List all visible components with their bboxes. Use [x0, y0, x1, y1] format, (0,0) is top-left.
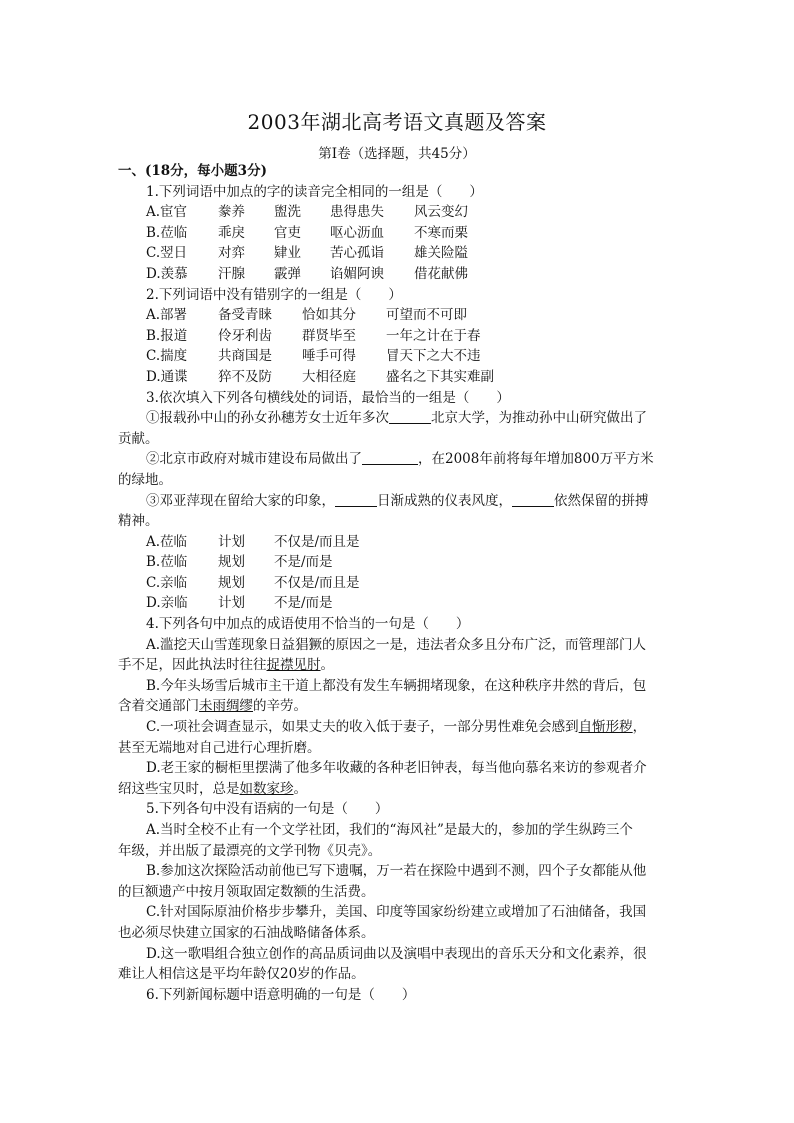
option-text: 手不足，因此执法时往往 [118, 657, 267, 674]
sentence-text: ③邓亚萍现在留给大家的印象， [146, 492, 335, 509]
option-cell: 患得患失 [330, 204, 384, 221]
fill-blank [512, 492, 554, 507]
option-cell: D.通谍 [146, 368, 188, 385]
option-cell: 豢养 [218, 204, 245, 221]
q4-option-b-line1: B.今年头场雪后城市主干道上都没有发生车辆拥堵现象，在这种秩序井然的背后，包 [146, 677, 647, 694]
option-cell: 大相径庭 [302, 368, 356, 385]
option-cell: 对弈 [218, 245, 245, 262]
q3-option-d [118, 593, 678, 614]
option-cell: 猝不及防 [218, 368, 272, 385]
q4-option-a-line2 [118, 655, 678, 676]
option-cell: 共商国是 [218, 348, 272, 365]
question-1-stem: 1.下列词语中加点的字的读音完全相同的一组是（ ） [146, 183, 483, 200]
option-cell: D.羡慕 [146, 265, 188, 282]
section-heading: 一、(18分，每小题3分) [118, 163, 267, 179]
option-cell: 备受青睐 [218, 307, 272, 324]
q3-sentence-2-cont: 的绿地。 [118, 471, 172, 488]
fill-blank [389, 409, 431, 424]
sentence-text: 北京大学，为推动孙中山研究做出了 [431, 410, 647, 427]
option-cell: 盥洗 [274, 204, 301, 221]
option-cell: C.亲临 [146, 574, 188, 591]
q5-option-d-line2: 难让人相信这是平均年龄仅20岁的作品。 [118, 966, 365, 983]
option-text: 。 [293, 780, 307, 797]
option-cell: 官吏 [274, 224, 301, 241]
underlined-idiom: 如数家珍 [239, 780, 294, 797]
option-cell: 不是/而是 [274, 554, 333, 571]
q3-sentence-3 [118, 491, 678, 512]
option-cell: 不仅是/而且是 [274, 574, 360, 591]
part-heading: 第Ⅰ卷（选择题，共45分） [318, 146, 476, 162]
underlined-idiom: 捉襟见肘 [266, 657, 321, 674]
question-3-stem: 3.依次填入下列各句横线处的词语，最恰当的一组是（ ） [146, 389, 510, 406]
option-cell: 恰如其分 [302, 307, 356, 324]
fill-blank [335, 492, 377, 507]
q4-option-c-line1 [118, 717, 678, 738]
underlined-idiom: 自惭形秽 [578, 719, 633, 736]
fill-blank [362, 450, 418, 465]
option-cell: 不仅是/而且是 [274, 533, 360, 550]
q1-option-d [118, 264, 678, 285]
question-5-stem: 5.下列各句中没有语病的一句是（ ） [146, 801, 389, 818]
option-cell: 规划 [218, 554, 245, 571]
question-6-stem: 6.下列新闻标题中语意明确的一句是（ ） [146, 986, 416, 1003]
q2-option-a [118, 305, 678, 326]
option-cell: 群贤毕至 [302, 327, 356, 344]
option-cell: C.揣度 [146, 348, 188, 365]
option-text: 的辛劳。 [253, 698, 307, 715]
option-cell: B.莅临 [146, 224, 188, 241]
q4-option-b-line2 [118, 696, 678, 717]
q3-sentence-3-cont: 精神。 [118, 513, 159, 530]
q1-option-c [118, 243, 678, 264]
option-cell: 呕心沥血 [330, 224, 384, 241]
underlined-idiom: 未雨绸缪 [199, 698, 253, 715]
option-cell: 计划 [218, 595, 245, 612]
option-cell: 冒天下之大不违 [386, 348, 481, 365]
option-cell: 肄业 [274, 245, 301, 262]
option-text: 。 [320, 657, 334, 674]
question-2-stem: 2.下列词语中没有错别字的一组是（ ） [146, 286, 402, 303]
option-cell: 不是/而是 [274, 595, 333, 612]
option-cell: 借花献佛 [414, 265, 468, 282]
option-cell: 可望而不可即 [386, 307, 467, 324]
option-cell: D.亲临 [146, 595, 188, 612]
option-text: 含着交通部门 [118, 698, 199, 715]
sentence-text: ，在2008年前将每年增加800万平方米 [418, 451, 654, 468]
q1-option-a [118, 202, 678, 223]
option-cell: 乖戾 [218, 224, 245, 241]
q5-option-a-line1: A.当时全校不止有一个文学社团，我们的“海风社”是最大的，参加的学生纵跨三个 [146, 822, 633, 838]
option-text: 绍这些宝贝时，总是 [118, 780, 240, 797]
q3-option-c [118, 573, 678, 594]
sentence-text: 依然保留的拼搏 [554, 492, 649, 509]
sentence-text: ①报载孙中山的孙女孙穗芳女士近年多次 [146, 410, 389, 427]
option-cell: 唾手可得 [302, 348, 356, 365]
option-cell: 苦心孤诣 [330, 245, 384, 262]
q3-sentence-1 [118, 408, 678, 429]
q3-option-b [118, 552, 678, 573]
question-content [118, 161, 678, 1005]
q3-sentence-2 [118, 449, 678, 470]
option-cell: 谄媚阿谀 [330, 265, 384, 282]
q5-option-a-line2: 年级，并出版了最漂亮的文学刊物《贝壳》。 [118, 842, 382, 859]
q5-option-b-line1: B.参加这次探险活动前他已写下遗嘱，万一若在探险中遇到不测，四个子女都能从他 [146, 863, 647, 880]
option-cell: 盛名之下其实难副 [386, 368, 494, 385]
option-cell: 一年之计在于春 [386, 327, 481, 344]
option-cell: A.莅临 [146, 533, 188, 550]
sentence-text: ②北京市政府对城市建设布局做出了 [146, 451, 362, 468]
option-cell: 计划 [218, 533, 245, 550]
q2-option-b [118, 326, 678, 347]
option-cell: 雄关险隘 [414, 245, 468, 262]
q4-option-c-line2: 甚至无端地对自己进行心理折磨。 [118, 739, 321, 756]
option-cell: B.报道 [146, 327, 188, 344]
option-cell: 不寒而栗 [414, 224, 468, 241]
page-title: 2003年湖北高考语文真题及答案 [247, 110, 547, 134]
q2-option-c [118, 346, 678, 367]
option-cell: 伶牙利齿 [218, 327, 272, 344]
option-text: ， [632, 719, 647, 736]
q4-option-d-line1: D.老王家的橱柜里摆满了他多年收藏的各种老旧钟表，每当他向慕名来访的参观者介 [146, 760, 647, 777]
q4-option-a-line1: A.滥挖天山雪莲现象日益猖獗的原因之一是，违法者众多且分布广泛，而管理部门人 [146, 636, 647, 653]
q5-option-b-line2: 的巨额遗产中按月领取固定数额的生活费。 [118, 883, 375, 900]
question-4-stem: 4.下列各句中加点的成语使用不恰当的一句是（ ） [146, 616, 470, 633]
q3-sentence-1-cont: 贡献。 [118, 430, 159, 447]
option-cell: 汗腺 [218, 265, 245, 282]
option-cell: 规划 [218, 574, 245, 591]
option-cell: C.翌日 [146, 245, 188, 262]
sentence-text: 日渐成熟的仪表风度， [377, 492, 512, 509]
option-cell: A.部署 [146, 307, 188, 324]
q2-option-d [118, 367, 678, 388]
option-cell: 风云变幻 [414, 204, 468, 221]
option-cell: 霰弹 [274, 265, 301, 282]
option-cell: A.宦官 [146, 204, 188, 221]
q5-option-d-line1: D.这一歌唱组合独立创作的高品质词曲以及演唱中表现出的音乐天分和文化素养，很 [146, 945, 647, 962]
option-text: C.一项社会调查显示，如果丈夫的收入低于妻子，一部分男性难免会感到 [146, 719, 579, 736]
q4-option-d-line2 [118, 779, 678, 800]
q3-option-a [118, 532, 678, 553]
q1-option-b [118, 223, 678, 244]
q5-option-c-line2: 也必须尽快建立国家的石油战略储备体系。 [118, 924, 375, 941]
q5-option-c-line1: C.针对国际原油价格步步攀升，美国、印度等国家纷纷建立或增加了石油储备，我国 [146, 904, 647, 921]
option-cell: B.莅临 [146, 554, 188, 571]
